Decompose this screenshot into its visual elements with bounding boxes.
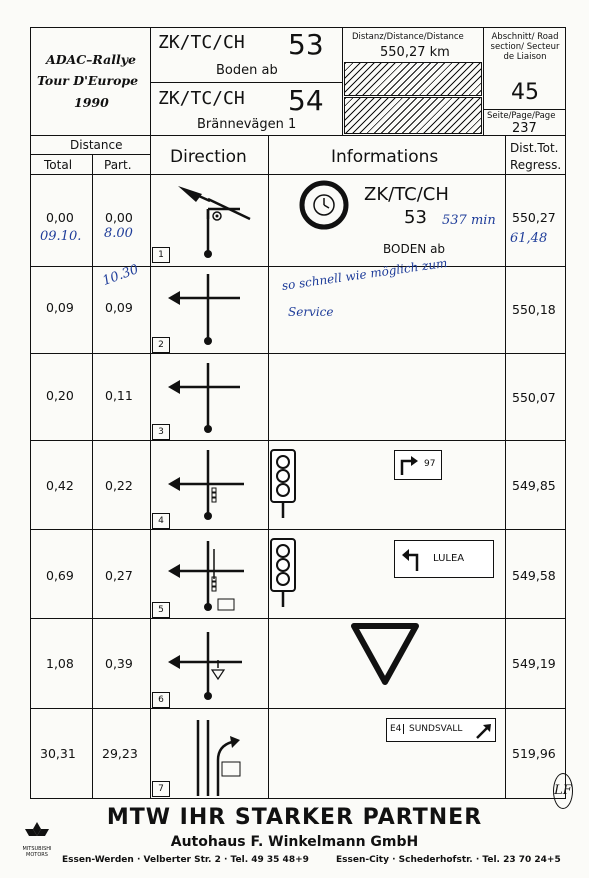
- part-distance: 0,09: [105, 300, 133, 315]
- divider: [30, 618, 566, 619]
- divider: [30, 440, 566, 441]
- handwritten-note: so schnell wie möglich zum: [281, 255, 449, 293]
- divider: [483, 27, 484, 135]
- handwritten-note: 8.00: [104, 226, 133, 241]
- total-distance: 0,20: [46, 388, 74, 403]
- regress-distance: 550,27: [512, 210, 556, 225]
- divider: [342, 27, 343, 135]
- dealer-name: Autohaus F. Winkelmann GmbH: [170, 834, 419, 850]
- total-distance: 0,69: [46, 568, 74, 583]
- dist-tot-header: Dist.Tot.: [510, 141, 559, 155]
- total-distance: 0,09: [46, 300, 74, 315]
- handwritten-note: 10.30: [100, 262, 141, 289]
- event-subtitle: Tour D'Europe: [37, 73, 139, 88]
- control-place: Brännevägen 1: [197, 117, 297, 132]
- divider: [150, 27, 151, 135]
- step-number: 5: [152, 602, 170, 618]
- informations-header: Informations: [331, 147, 439, 167]
- page-number: 237: [512, 121, 537, 136]
- step-number: 3: [152, 424, 170, 440]
- section-number: 45: [511, 80, 539, 105]
- part-distance: 29,23: [102, 746, 138, 761]
- step-number: 6: [152, 692, 170, 708]
- handwritten-note: 537 min: [442, 213, 496, 228]
- divider: [30, 154, 150, 155]
- regress-distance: 549,58: [512, 568, 556, 583]
- address-line: Essen-City · Schederhofstr. · Tel. 23 70 24+5: [336, 855, 561, 865]
- road-sign: [394, 450, 442, 480]
- control-number: 53: [404, 207, 427, 228]
- place-name: BODEN ab: [383, 242, 446, 256]
- distance-value: 550,27 km: [380, 45, 450, 60]
- traffic-light-icon: [268, 537, 300, 609]
- divider: [30, 266, 566, 267]
- destination-text: LULEA: [433, 553, 465, 564]
- control-label: ZK/TC/CH: [364, 184, 449, 205]
- divider: [30, 708, 566, 709]
- part-header: Part.: [104, 158, 132, 172]
- handwritten-note: Service: [288, 305, 334, 319]
- mitsubishi-logo-icon: [22, 820, 52, 846]
- hatched-field: [344, 97, 482, 134]
- step-number: 1: [152, 247, 170, 263]
- footer-slogan: MTW IHR STARKER PARTNER: [106, 805, 483, 830]
- road-sign: [394, 540, 494, 578]
- regress-distance: 550,18: [512, 302, 556, 317]
- yield-sign-icon: [350, 622, 420, 686]
- handwritten-note: 09.10.: [40, 229, 82, 244]
- divider: [92, 154, 93, 799]
- traffic-light-icon: [268, 448, 300, 520]
- divider: [505, 135, 506, 799]
- total-distance: 0,00: [46, 210, 74, 225]
- regress-distance: 549,85: [512, 478, 556, 493]
- hatched-field: [344, 62, 482, 96]
- control-number: 53: [288, 28, 324, 61]
- divider: [30, 353, 566, 354]
- step-number: 4: [152, 513, 170, 529]
- control-number: 54: [288, 84, 324, 117]
- initials-mark: LF: [553, 773, 573, 809]
- total-distance: 0,42: [46, 478, 74, 493]
- destination-text: SUNDSVALL: [409, 724, 463, 734]
- step-number: 7: [152, 781, 170, 797]
- distance-label: Distanz/Distance/Distance: [352, 32, 464, 42]
- part-distance: 0,22: [105, 478, 133, 493]
- control-place: Boden ab: [216, 63, 278, 78]
- part-distance: 0,11: [105, 388, 133, 403]
- logo-text: MITSUBISHI MOTORS: [22, 846, 52, 858]
- route-number: 97: [424, 459, 436, 469]
- turn-right-arrow-icon: [398, 454, 420, 476]
- divider: [483, 109, 566, 110]
- road-number: E4: [390, 724, 404, 734]
- event-year: 1990: [74, 95, 109, 110]
- total-header: Total: [44, 158, 73, 172]
- part-distance: 0,27: [105, 568, 133, 583]
- arrow-up-right-icon: [475, 722, 493, 740]
- control-label: ZK/TC/CH: [158, 88, 245, 109]
- regress-distance: 519,96: [512, 746, 556, 761]
- page-label: Seite/Page/Page: [487, 111, 556, 121]
- divider: [150, 82, 342, 83]
- regress-header: Regress.: [510, 158, 562, 172]
- step-number: 2: [152, 337, 170, 353]
- address-line: Essen-Werden · Velberter Str. 2 · Tel. 49 35 48+9: [62, 855, 309, 865]
- regress-distance: 550,07: [512, 390, 556, 405]
- event-name: ADAC–Rallye: [46, 52, 136, 67]
- divider: [30, 174, 566, 175]
- section-label: Abschnitt/ Road section/ Secteur de Liaison: [490, 32, 560, 62]
- direction-header: Direction: [170, 147, 247, 167]
- distance-header: Distance: [70, 138, 123, 152]
- divider: [30, 529, 566, 530]
- control-label: ZK/TC/CH: [158, 32, 245, 53]
- part-distance: 0,39: [105, 656, 133, 671]
- divider: [30, 135, 566, 136]
- part-distance: 0,00: [105, 210, 133, 225]
- clock-icon: [299, 180, 349, 230]
- handwritten-note: 61,48: [510, 231, 548, 246]
- road-sign: [386, 718, 496, 742]
- total-distance: 30,31: [40, 746, 76, 761]
- regress-distance: 549,19: [512, 656, 556, 671]
- turn-left-arrow-icon: [400, 547, 424, 573]
- total-distance: 1,08: [46, 656, 74, 671]
